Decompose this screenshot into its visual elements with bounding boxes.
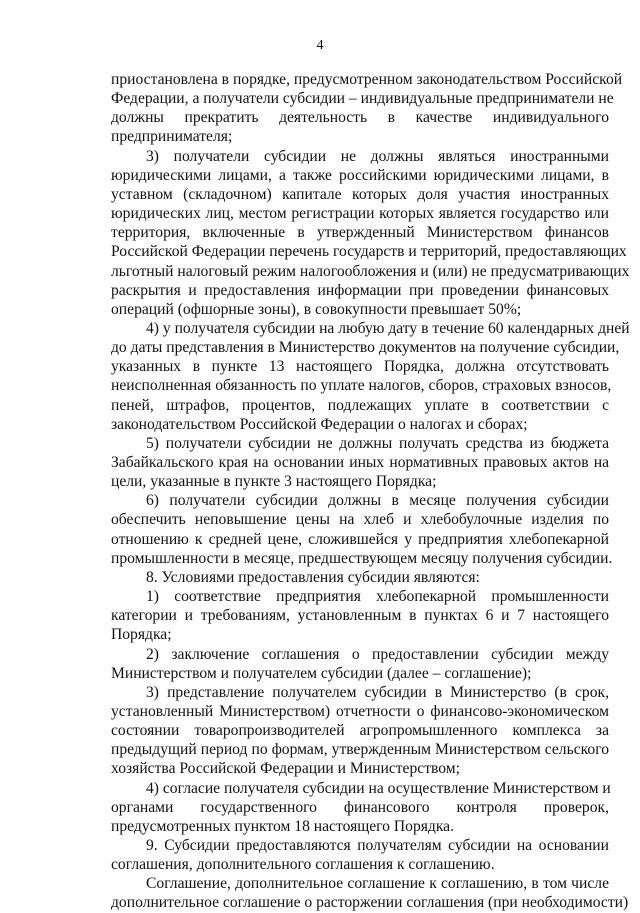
text-line: уставном (складочном) капитале которых доля участия иностранных (111, 185, 609, 203)
text-line: предыдущий период по формам, утвержденным Министерством сельского (111, 741, 609, 759)
text-line: 8. Условиями предоставления субсидии являются: (146, 568, 480, 586)
text-line: установленный Министерством) отчетности о финансово-экономическом (111, 702, 609, 720)
text-line: Российской Федерации перечень государств и территорий, предоставляющих (111, 243, 627, 261)
text-line: органами государственного финансового контроля проверок, (111, 798, 609, 816)
text-line: Соглашение, дополнительное соглашение к соглашению, в том числе (146, 875, 609, 893)
text-line: Министерством и получателем субсидии (далее – соглашение); (111, 664, 532, 682)
text-line: территория, включенные в утвержденный Министерством финансов (111, 224, 609, 242)
text-line: Порядка; (111, 626, 172, 644)
text-line: дополнительное соглашение о расторжении соглашения (при необходимости) (111, 894, 629, 912)
text-line: пеней, штрафов, процентов, подлежащих уплате в соответствии с (111, 396, 609, 414)
text-line: промышленности в месяце, предшествующем месяцу получения субсидии. (111, 549, 613, 567)
text-line: юридических лиц, местом регистрации которых является государство или (111, 205, 609, 222)
text-line: состоянии товаропроизводителей агропромышленного комплекса за (111, 722, 609, 740)
text-line: предусмотренных пунктом 18 настоящего Порядка. (111, 817, 455, 835)
text-line: 6) получатели субсидии должны в месяце получения субсидии (146, 492, 609, 510)
text-line: должны прекратить деятельность в качестве индивидуального (111, 109, 609, 127)
text-line: отношению к средней цене, сложившейся у предприятия хлебопекарной (111, 530, 609, 548)
text-line: цели, указанные в пункте 3 настоящего Порядка; (111, 473, 437, 491)
text-line: 3) представление получателем субсидии в Министерство (в срок, (146, 683, 609, 701)
text-line: льготный налоговый режим налогообложения и (или) не предусматривающих (111, 262, 630, 280)
text-line: Забайкальского края на основании иных нормативных правовых актов на (111, 454, 609, 471)
text-line: до даты представления в Министерство документов на получение субсидии, (111, 339, 620, 357)
text-line: указанных в пункте 13 настоящего Порядка, должна отсутствовать (111, 358, 609, 376)
text-line: законодательством Российской Федерации о налогах и сборах; (111, 415, 528, 433)
text-line: предпринимателя; (111, 128, 233, 146)
text-line: 1) соответствие предприятия хлебопекарной промышленности (146, 588, 609, 605)
text-line: юридическими лицами, а также российскими юридическими лицами, в (111, 166, 609, 184)
text-line: 4) у получателя субсидии на любую дату в течение 60 календарных дней (146, 319, 630, 337)
text-line: неисполненная обязанность по уплате налогов, сборов, страховых взносов, (111, 377, 612, 395)
text-line: 9. Субсидии предоставляются получателям субсидии на основании (146, 837, 609, 854)
text-line: раскрытия и предоставления информации при проведении финансовых (111, 281, 609, 299)
text-line: 4) согласие получателя субсидии на осуществление Министерством и (146, 779, 611, 797)
text-line: хозяйства Российской Федерации и Министерством; (111, 760, 460, 778)
text-line: 3) получатели субсидии не должны являться иностранными (146, 147, 609, 165)
text-line: приостановлена в порядке, предусмотренном законодательством Российской (111, 71, 623, 88)
text-line: категории и требованиям, установленным в пунктах 6 и 7 настоящего (111, 607, 609, 625)
text-line: 2) заключение соглашения о предоставлении субсидии между (146, 645, 609, 663)
page-number: 4 (316, 38, 324, 53)
text-line: Федерации, а получатели субсидии – индивидуальные предприниматели не (111, 90, 614, 108)
text-line: соглашения, дополнительного соглашения к соглашению. (111, 856, 495, 874)
text-line: 5) получатели субсидии не должны получать средства из бюджета (146, 434, 609, 452)
text-line: операций (офшорные зоны), в совокупности превышает 50%; (111, 300, 522, 318)
text-line: обеспечить неповышение цены на хлеб и хлебобулочные изделия по (111, 511, 609, 529)
